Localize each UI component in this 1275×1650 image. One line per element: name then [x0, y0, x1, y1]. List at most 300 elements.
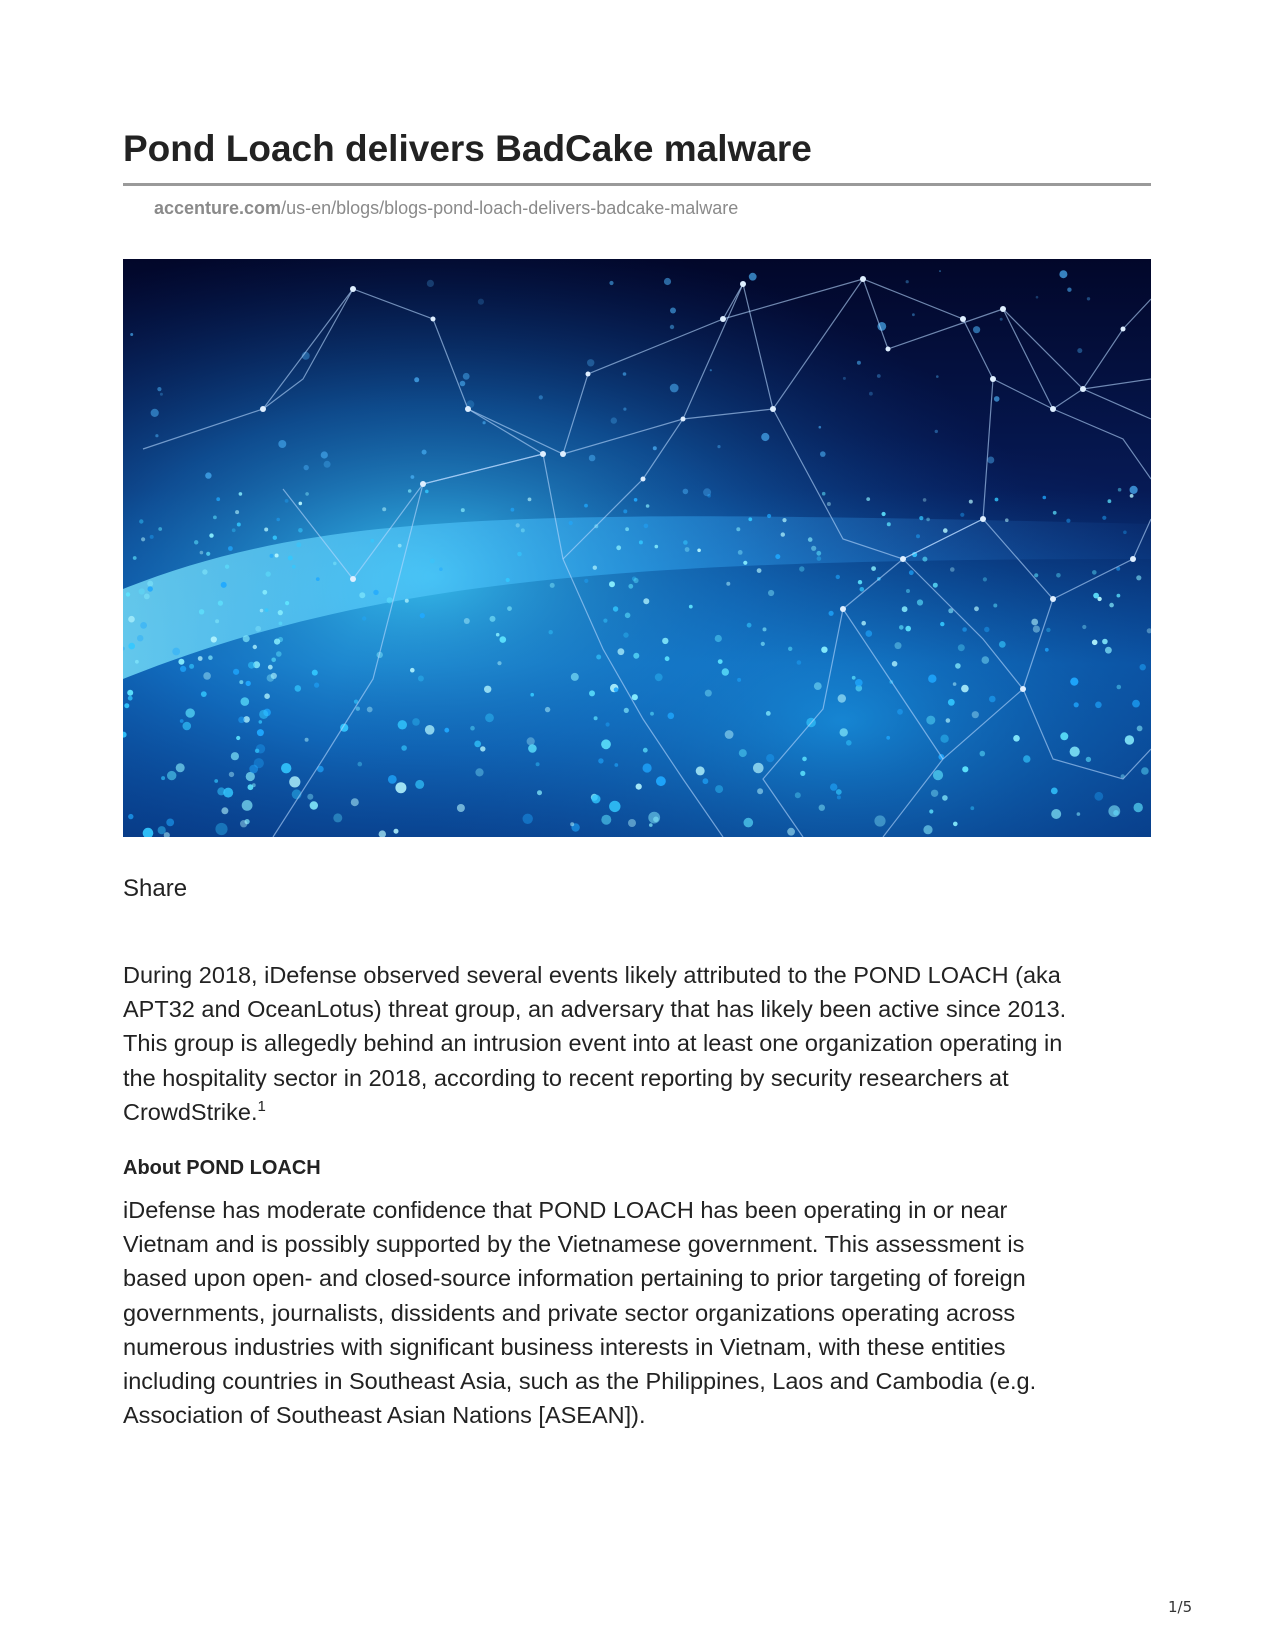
particle: [802, 757, 807, 762]
particle: [238, 717, 245, 724]
particle: [411, 475, 415, 479]
particle: [178, 659, 184, 665]
particle: [296, 542, 301, 547]
particle: [982, 656, 990, 664]
particle: [127, 690, 133, 696]
particle: [882, 512, 886, 516]
particle: [1109, 603, 1114, 608]
particle: [931, 790, 938, 797]
particle: [144, 594, 150, 600]
particle: [1056, 573, 1061, 578]
particle: [359, 592, 365, 598]
particle: [276, 651, 282, 657]
particle: [464, 618, 470, 624]
particle: [307, 794, 313, 800]
particle: [507, 606, 512, 611]
particle: [840, 728, 848, 736]
particle: [128, 616, 135, 623]
particle: [846, 740, 852, 746]
particle: [1102, 639, 1108, 645]
particle: [461, 508, 465, 512]
particle: [1141, 767, 1149, 775]
particle: [1123, 531, 1127, 535]
particle: [333, 813, 342, 822]
particle: [943, 528, 948, 533]
particle: [1059, 270, 1067, 278]
particle: [609, 581, 615, 587]
particle: [689, 605, 693, 609]
particle: [166, 819, 174, 827]
footnote-marker[interactable]: 1: [257, 1097, 266, 1115]
particle: [940, 622, 944, 626]
particle: [133, 556, 137, 560]
particle: [278, 440, 286, 448]
particle: [718, 659, 723, 664]
particle: [528, 498, 532, 502]
particle: [180, 719, 184, 723]
particle: [717, 445, 720, 448]
particle: [743, 561, 747, 565]
particle: [625, 527, 629, 531]
particle: [221, 582, 227, 588]
particle: [820, 451, 826, 457]
particle: [866, 497, 870, 501]
particle: [180, 666, 186, 672]
particle: [299, 502, 303, 506]
particle: [916, 534, 920, 538]
particle: [475, 768, 483, 776]
particle: [929, 809, 933, 813]
particle: [289, 776, 300, 787]
particle: [278, 610, 283, 615]
particle: [172, 648, 180, 656]
particle: [715, 785, 723, 793]
particle: [506, 578, 510, 582]
particle: [632, 694, 638, 700]
particle: [1132, 700, 1140, 708]
particle: [761, 433, 769, 441]
particle: [953, 682, 957, 686]
particle: [589, 690, 595, 696]
particle: [1033, 626, 1040, 633]
particle: [899, 625, 904, 630]
particle: [292, 565, 296, 569]
particle: [788, 647, 792, 651]
particle: [902, 606, 908, 612]
particle: [324, 461, 331, 468]
particle: [217, 787, 225, 795]
particle: [909, 570, 914, 575]
particle: [961, 685, 969, 693]
particle: [887, 522, 891, 526]
particle: [1108, 805, 1120, 817]
particle: [1023, 755, 1030, 762]
particle: [304, 465, 309, 470]
particle: [205, 472, 211, 478]
particle: [710, 369, 712, 371]
particle: [241, 697, 250, 706]
particle: [401, 745, 407, 751]
particle: [267, 674, 275, 682]
particle: [474, 741, 481, 748]
particle: [517, 552, 522, 557]
particle: [800, 771, 805, 776]
particle: [285, 499, 289, 503]
particle: [214, 779, 218, 783]
particle: [636, 784, 642, 790]
particle: [757, 568, 762, 573]
particle: [262, 590, 267, 595]
particle: [830, 783, 837, 790]
particle: [926, 518, 930, 522]
particle: [255, 626, 261, 632]
particle: [614, 763, 618, 767]
particle: [139, 588, 145, 594]
particle: [634, 498, 638, 502]
particle: [528, 744, 537, 753]
particle: [836, 789, 842, 795]
particle: [819, 805, 825, 811]
particle: [933, 770, 943, 780]
particle: [198, 656, 203, 661]
particle: [1005, 518, 1009, 522]
particle: [1136, 575, 1141, 580]
particle: [463, 373, 470, 380]
particle: [644, 524, 649, 529]
particle: [906, 589, 910, 593]
particle: [249, 765, 258, 774]
particle: [1074, 702, 1079, 707]
particle: [201, 691, 207, 697]
particle: [616, 545, 621, 550]
particle: [999, 641, 1006, 648]
particle: [861, 621, 866, 626]
particle: [633, 578, 638, 583]
particle: [994, 396, 1000, 402]
particle: [415, 780, 424, 789]
particle: [356, 707, 360, 711]
particle: [1086, 757, 1091, 762]
particle: [623, 509, 627, 513]
particle: [955, 663, 961, 669]
about-paragraph: [123, 1193, 1163, 1432]
particle: [665, 656, 670, 661]
particle: [276, 518, 280, 522]
particle: [639, 540, 643, 544]
particle: [972, 711, 979, 718]
particle: [705, 690, 712, 697]
particle: [1082, 625, 1086, 629]
particle: [1125, 735, 1134, 744]
particle: [852, 676, 856, 680]
particle: [209, 533, 213, 537]
particle: [683, 489, 689, 495]
particle: [837, 795, 841, 799]
particle: [275, 554, 279, 558]
particle: [569, 521, 573, 525]
particle: [886, 736, 890, 740]
particle: [260, 609, 264, 613]
particle: [167, 771, 176, 780]
particle: [781, 532, 785, 536]
particle: [912, 313, 915, 316]
particle: [394, 829, 399, 834]
particle: [969, 500, 973, 504]
particle: [536, 762, 540, 766]
particle: [962, 766, 968, 772]
particle: [668, 713, 675, 720]
paragraph-line: including countries in Southeast Asia, such as the Philippines, Laos and Cambodia (e.g.: [123, 1368, 1037, 1395]
particle: [316, 577, 320, 581]
network-illustration: [123, 259, 1151, 837]
particle: [216, 497, 220, 501]
particle: [974, 606, 979, 611]
particle: [725, 730, 734, 739]
particle: [398, 720, 407, 729]
particle: [412, 718, 420, 726]
particle: [736, 527, 740, 531]
particle: [484, 686, 491, 693]
particle: [208, 655, 213, 660]
particle: [613, 606, 618, 611]
share-link[interactable]: Share: [123, 875, 188, 902]
particle: [305, 492, 309, 496]
particle: [601, 815, 611, 825]
particle: [228, 546, 233, 551]
paragraph-line: APT32 and OceanLotus) threat group, an adversary that has likely been active since 2013.: [123, 996, 1067, 1023]
particle: [614, 687, 619, 692]
particle: [1140, 664, 1146, 670]
particle: [128, 643, 135, 650]
particle: [763, 627, 767, 631]
particle: [618, 648, 625, 655]
particle: [295, 685, 302, 692]
particle: [960, 513, 964, 517]
particle: [946, 718, 951, 723]
particle: [288, 556, 293, 561]
particle: [418, 676, 424, 682]
particle: [816, 551, 821, 556]
particle: [827, 502, 831, 506]
particle: [497, 661, 501, 665]
particle: [246, 681, 251, 686]
particle: [897, 709, 903, 715]
paragraph-line: numerous industries with significant business interests in Vietnam, with these entities: [123, 1333, 1006, 1360]
particle: [314, 683, 319, 688]
particle: [1034, 573, 1038, 577]
particle: [753, 763, 764, 774]
particle: [838, 694, 846, 702]
paragraph-line: During 2018, iDefense observed several events likely attributed to the POND LOACH (aka: [123, 962, 1061, 988]
particle: [130, 333, 133, 336]
particle: [697, 549, 701, 553]
particle: [430, 559, 435, 564]
particle: [749, 273, 757, 281]
particle: [928, 675, 936, 683]
particle: [270, 554, 274, 558]
particle: [128, 814, 133, 819]
particle: [775, 554, 780, 559]
particle: [500, 636, 507, 643]
particle: [388, 775, 397, 784]
particle: [664, 278, 671, 285]
particle: [321, 451, 328, 458]
particle: [895, 642, 902, 649]
particle: [439, 567, 443, 571]
particle: [683, 540, 688, 545]
section-heading: About POND LOACH: [123, 1157, 321, 1179]
particle: [160, 393, 163, 396]
particle: [738, 550, 743, 555]
source-path: /us-en/blogs/blogs-pond-loach-delivers-badcake-malware: [281, 198, 739, 218]
particle: [259, 710, 268, 719]
particle: [939, 270, 941, 272]
particle: [255, 749, 259, 753]
particle: [984, 627, 989, 632]
particle: [240, 820, 247, 827]
particle: [860, 587, 865, 592]
particle: [550, 583, 555, 588]
particle: [367, 707, 373, 713]
particle: [799, 566, 804, 571]
particle: [460, 381, 466, 387]
paragraph-line-last: [123, 1095, 1163, 1129]
particle: [232, 528, 236, 532]
particle: [757, 788, 763, 794]
particle: [1043, 496, 1047, 500]
particle: [1051, 809, 1061, 819]
particle: [382, 507, 386, 511]
particle: [266, 571, 271, 576]
particle: [744, 818, 754, 828]
particle: [422, 450, 427, 455]
particle: [570, 822, 574, 826]
particle: [596, 655, 601, 660]
particle: [279, 622, 283, 626]
particle: [236, 736, 240, 740]
particle: [194, 540, 198, 544]
particle: [653, 817, 659, 823]
particle: [782, 518, 786, 522]
particle: [1130, 494, 1134, 498]
particle: [410, 668, 415, 673]
particle: [587, 359, 594, 366]
particle: [150, 535, 154, 539]
particle: [623, 372, 627, 376]
particle: [821, 647, 827, 653]
particle: [235, 510, 239, 514]
particle: [923, 498, 927, 502]
particle: [200, 551, 204, 555]
particle: [1087, 297, 1090, 300]
particle: [264, 693, 270, 699]
particle: [829, 611, 834, 616]
particle: [549, 630, 553, 634]
particle: [1092, 640, 1098, 646]
particle: [649, 823, 653, 827]
particle: [808, 537, 813, 542]
particle: [248, 662, 255, 669]
particle: [685, 547, 690, 552]
particle: [483, 421, 486, 424]
particle: [953, 822, 958, 827]
particle: [1105, 647, 1112, 654]
hero-image: [123, 259, 1151, 837]
particle: [425, 490, 429, 494]
particle: [748, 517, 752, 521]
particle: [1060, 732, 1068, 740]
particle: [936, 375, 939, 378]
paragraph-line: governments, journalists, dissidents and private sector organizations operating across: [123, 1299, 1016, 1326]
particle: [273, 536, 277, 540]
particle: [158, 527, 162, 531]
particle: [218, 601, 223, 606]
particle: [140, 622, 147, 629]
particle: [989, 696, 996, 703]
particle: [405, 599, 409, 603]
particle: [1053, 511, 1057, 515]
particle: [457, 804, 465, 812]
particle: [761, 642, 765, 646]
particle: [948, 699, 955, 706]
particle: [603, 619, 607, 623]
particle: [922, 557, 927, 562]
particle: [137, 635, 143, 641]
particle: [817, 556, 822, 561]
particle: [141, 537, 145, 541]
particle: [485, 713, 494, 722]
particle: [545, 707, 550, 712]
particle: [373, 590, 378, 595]
particle: [248, 784, 254, 790]
page-number: 1/5: [1168, 1598, 1193, 1616]
particle: [1117, 594, 1121, 598]
particle: [611, 417, 617, 423]
particle: [696, 766, 705, 775]
particle: [259, 720, 263, 724]
particle: [139, 519, 143, 523]
particle: [726, 582, 730, 586]
particle: [623, 408, 626, 411]
particle: [766, 711, 771, 716]
particle: [470, 726, 475, 731]
particle: [362, 616, 366, 620]
particle: [819, 426, 822, 429]
particle: [589, 455, 596, 462]
particle: [1070, 678, 1078, 686]
particle: [1046, 628, 1050, 632]
particle: [628, 819, 636, 827]
paragraph-line: based upon open- and closed-source information pertaining to prior targeting of foreign: [123, 1265, 1026, 1292]
particle: [940, 735, 948, 743]
particle: [797, 660, 802, 665]
particle: [444, 728, 449, 733]
particle: [703, 488, 711, 496]
particle: [211, 636, 217, 642]
particle: [767, 514, 771, 518]
particle: [1000, 318, 1003, 321]
particle: [646, 504, 650, 508]
particle: [919, 516, 923, 520]
particle: [253, 645, 257, 649]
particle: [653, 446, 657, 450]
particle: [980, 751, 986, 757]
source-url[interactable]: [154, 196, 738, 220]
particle: [242, 800, 253, 811]
particle: [866, 630, 873, 637]
particle: [147, 581, 153, 587]
particle: [203, 672, 211, 680]
